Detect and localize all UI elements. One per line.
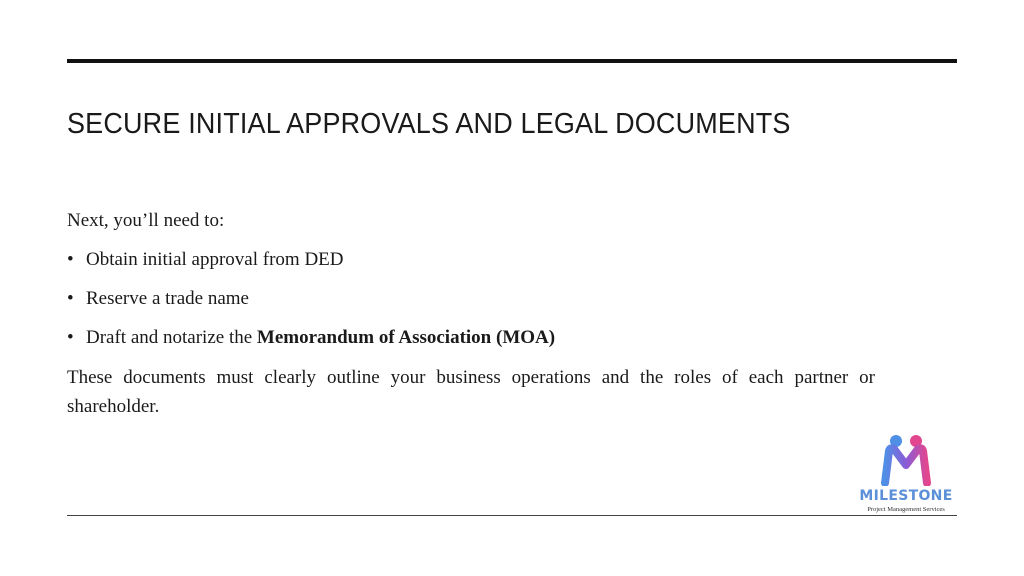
milestone-m-icon [881,434,931,486]
bullet-marker: • [67,327,74,348]
closing-paragraph: These documents must clearly outline your business operations and the roles of each partner or shareholder. [67,367,875,417]
list-item [67,324,875,352]
slide-body [67,207,875,421]
bottom-divider [67,515,957,516]
bullet-marker: • [67,249,74,270]
bullet-marker: • [67,288,74,309]
bullet-list [67,246,875,352]
intro-text: Next, you’ll need to: [67,210,225,231]
slide-title: SECURE INITIAL APPROVALS AND LEGAL DOCUMENTS [67,108,791,140]
bullet-text: Draft and notarize the [86,327,257,348]
logo-wordmark: MILESTONE [859,488,953,504]
bullet-bold-text: Memorandum of Association (MOA) [256,327,556,348]
logo-tagline: Project Management Services [867,506,945,513]
list-item [67,246,875,274]
list-item [67,285,875,313]
milestone-logo [852,434,960,516]
bullet-text: Obtain initial approval from DED [86,249,344,270]
bullet-text: Reserve a trade name [86,288,249,309]
top-divider [67,59,957,63]
